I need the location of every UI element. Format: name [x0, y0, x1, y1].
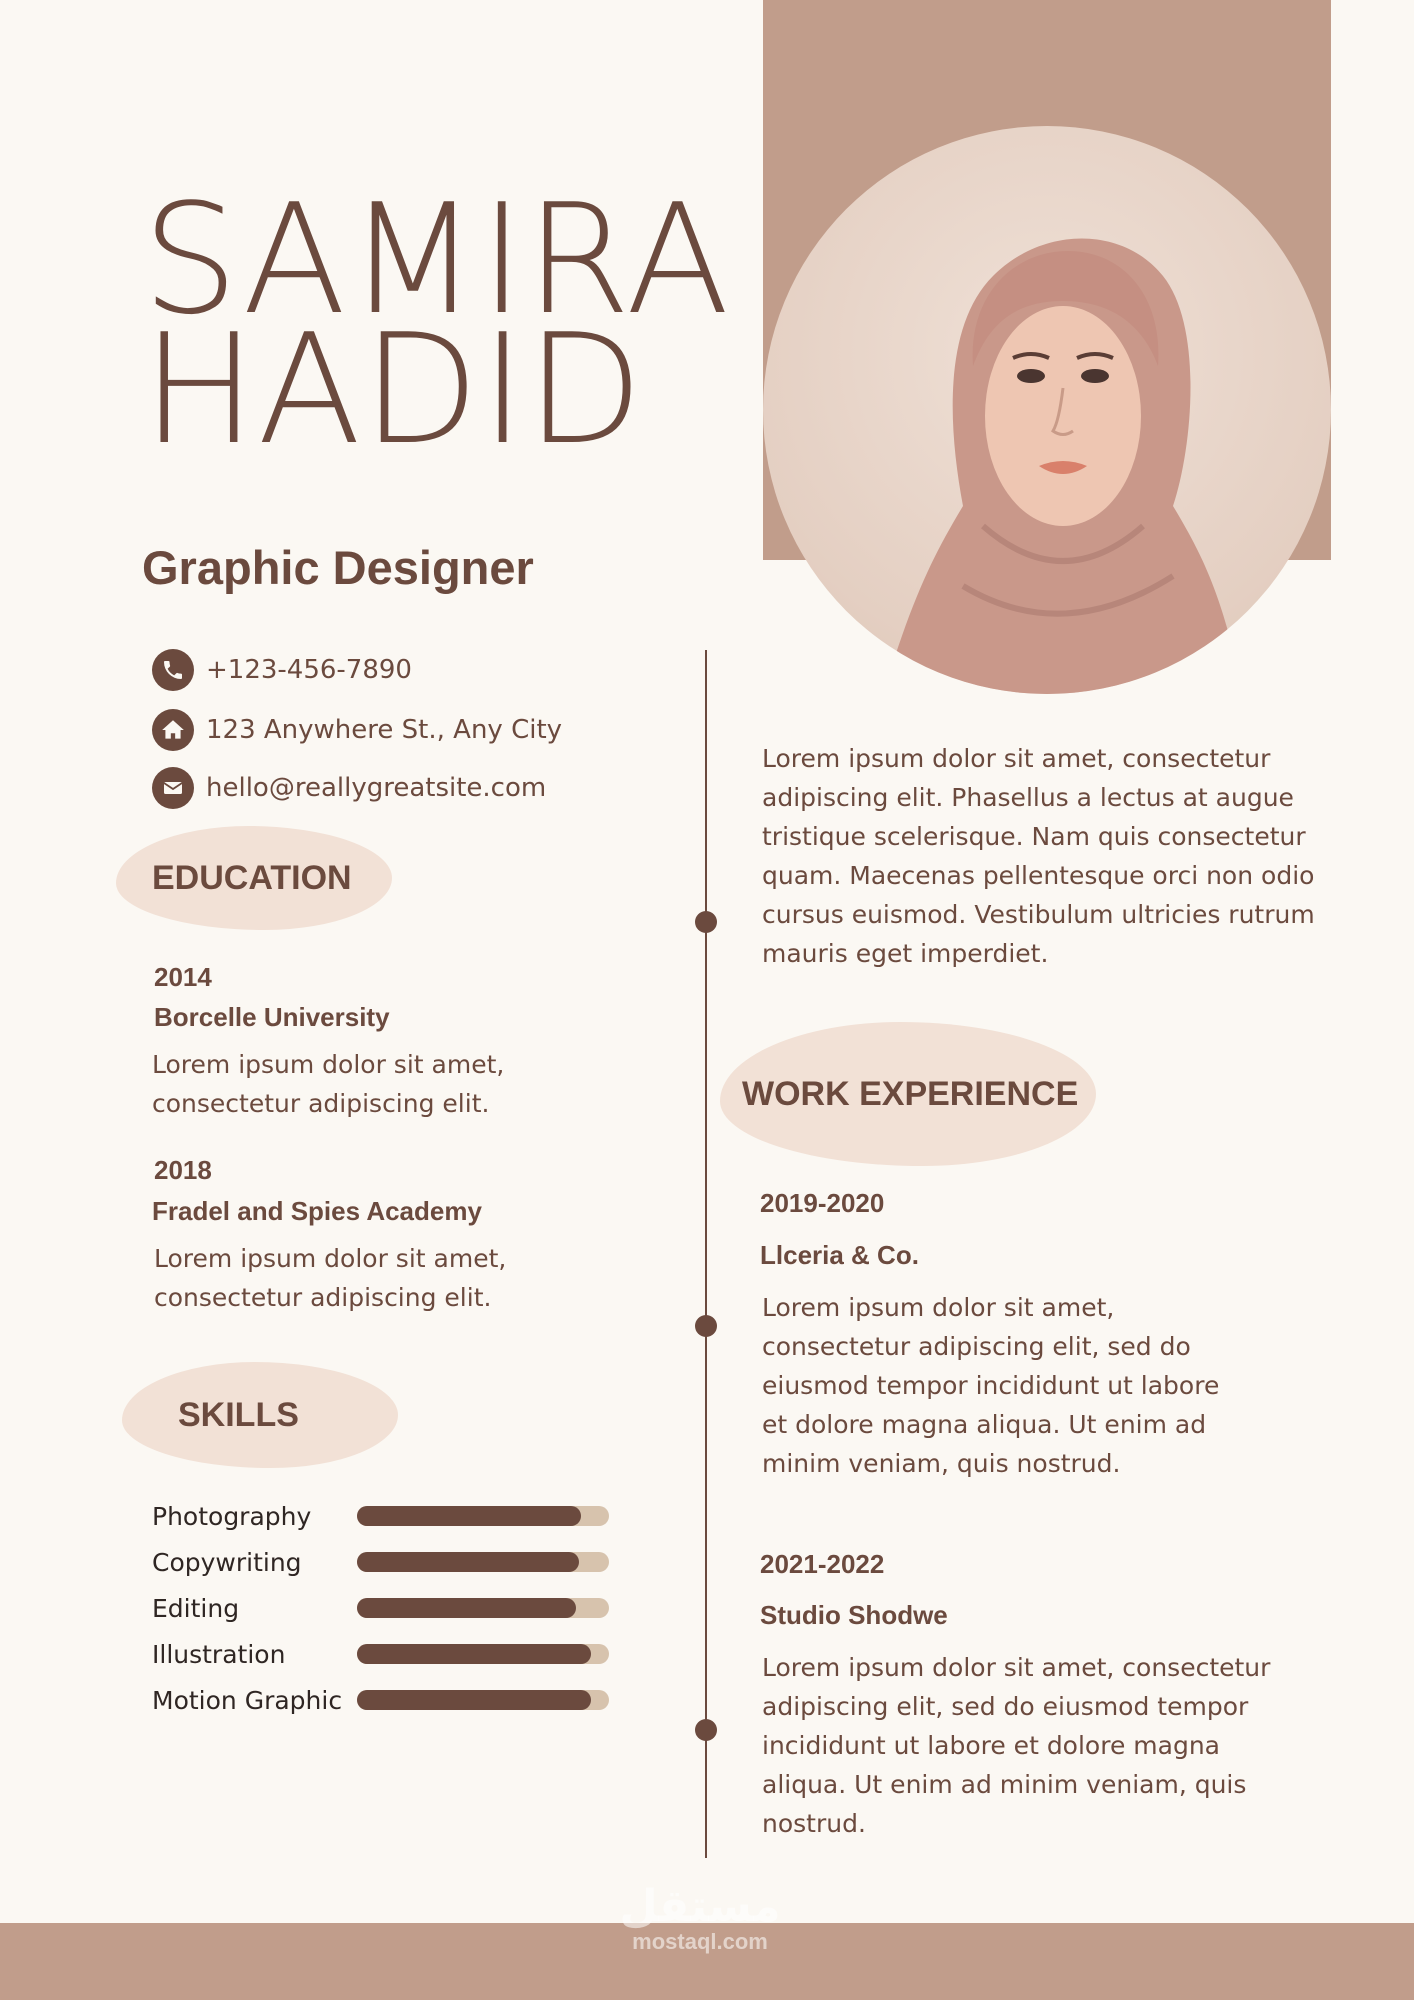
portrait-illustration	[763, 126, 1331, 694]
skill-row	[152, 1588, 612, 1628]
work-heading: WORK EXPERIENCE	[742, 1074, 1079, 1113]
skill-bar-track	[357, 1690, 609, 1710]
skill-bar-fill	[357, 1598, 576, 1618]
education-year: 2018	[154, 1155, 212, 1185]
name-heading	[142, 171, 731, 478]
education-heading: EDUCATION	[152, 858, 352, 897]
watermark-arabic: مستقل	[619, 1881, 781, 1932]
education-desc: Lorem ipsum dolor sit amet, consectetur adipiscing elit.	[152, 1050, 505, 1118]
work-years: 2021-2022	[760, 1549, 885, 1579]
work-company: Llceria & Co.	[760, 1240, 919, 1270]
skill-row	[152, 1542, 612, 1582]
timeline-dot	[695, 1315, 717, 1337]
skill-label: Illustration	[152, 1639, 286, 1669]
home-icon	[152, 709, 194, 751]
timeline-dot	[695, 1719, 717, 1741]
profile-photo	[763, 126, 1331, 694]
skill-bar-track	[357, 1644, 609, 1664]
skill-label: Motion Graphic	[152, 1685, 343, 1715]
skill-bar-fill	[357, 1690, 591, 1710]
work-years: 2019-2020	[760, 1188, 885, 1218]
about-text: Lorem ipsum dolor sit amet, consectetur adipiscing elit. Phasellus a lectus at augue tristique scelerisque. Nam quis consectetur quam. Maecenas pellentesque orci non odio cursus euismod. Vestibulum ultricies rutrum mauris eget imperdiet.	[762, 744, 1315, 968]
skill-bar-fill	[357, 1644, 591, 1664]
timeline-dot	[695, 911, 717, 933]
first-name: SAMIRA	[142, 171, 731, 348]
contact-address	[152, 708, 562, 752]
watermark	[600, 1881, 800, 1955]
skill-label: Editing	[152, 1593, 240, 1623]
skill-bar-track	[357, 1552, 609, 1572]
work-desc: Lorem ipsum dolor sit amet, consectetur adipiscing elit, sed do eiusmod tempor incididunt ut labore et dolore magna aliqua. Ut enim ad minim veniam, quis nostrud.	[762, 1653, 1271, 1838]
skill-row	[152, 1680, 612, 1720]
skills-heading: SKILLS	[178, 1395, 299, 1434]
skill-bar-fill	[357, 1506, 581, 1526]
watermark-latin: mostaql.com	[632, 1929, 768, 1954]
skill-row	[152, 1496, 612, 1536]
contact-phone	[152, 648, 412, 692]
contact-email	[152, 766, 546, 810]
education-desc: Lorem ipsum dolor sit amet, consectetur adipiscing elit.	[154, 1244, 507, 1312]
education-school: Fradel and Spies Academy	[152, 1196, 482, 1226]
phone-icon	[152, 649, 194, 691]
education-heading-blob	[116, 826, 392, 930]
skill-bar-track	[357, 1598, 609, 1618]
job-title: Graphic Designer	[142, 541, 534, 594]
skill-label: Photography	[152, 1501, 312, 1531]
last-name: HADID	[142, 301, 645, 478]
timeline-line	[705, 650, 707, 1858]
education-school: Borcelle University	[154, 1002, 390, 1032]
skill-bar-fill	[357, 1552, 579, 1572]
skill-label: Copywriting	[152, 1547, 302, 1577]
skill-row	[152, 1634, 612, 1674]
work-heading-blob	[720, 1022, 1096, 1166]
address-text: 123 Anywhere St., Any City	[206, 715, 563, 745]
skills-heading-blob	[122, 1362, 398, 1468]
work-company: Studio Shodwe	[760, 1600, 948, 1630]
mail-icon	[152, 767, 194, 809]
email-text: hello@reallygreatsite.com	[206, 773, 547, 803]
work-desc: Lorem ipsum dolor sit amet, consectetur adipiscing elit, sed do eiusmod tempor incididunt ut labore et dolore magna aliqua. Ut enim ad minim veniam, quis nostrud.	[762, 1293, 1220, 1478]
skill-bar-track	[357, 1506, 609, 1526]
phone-text: +123-456-7890	[206, 655, 412, 685]
education-year: 2014	[154, 962, 212, 992]
